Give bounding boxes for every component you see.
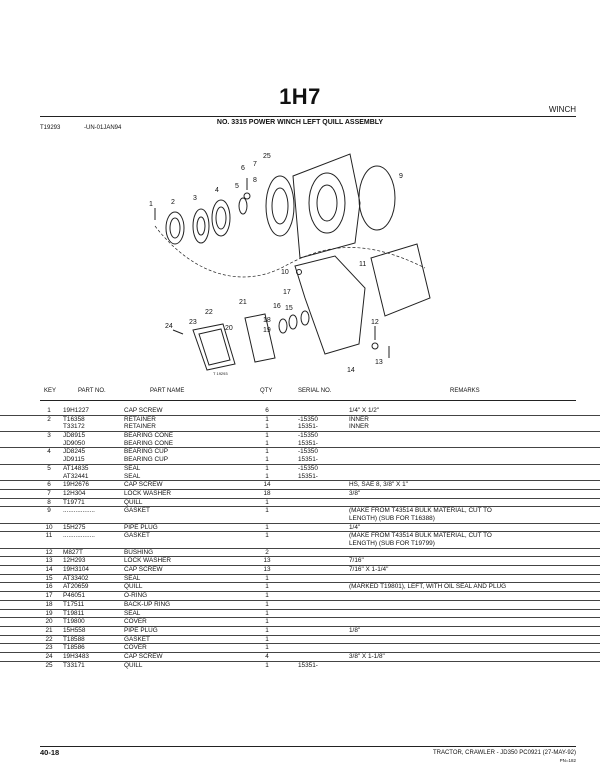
cell-qty: 1 (265, 439, 269, 447)
cell-remarks: (MARKED T19801), LEFT, WITH OIL SEAL AND PLUG (349, 583, 507, 591)
cell-part-no: .................. (63, 507, 95, 515)
cell-remarks: 3/8" X 1-1/8" (349, 652, 385, 660)
table-row (0, 480, 600, 489)
table-row (0, 506, 600, 515)
callout-5: 5 (235, 183, 239, 190)
cell-serial-no: 15351- (298, 423, 318, 431)
cell-qty: 4 (265, 652, 269, 660)
cell-part-no: T18588 (63, 635, 85, 643)
cell-key: 17 (45, 592, 53, 600)
callout-21: 21 (239, 299, 247, 306)
cell-key: 19 (45, 609, 53, 617)
col-key: KEY (44, 388, 57, 394)
callout-24: 24 (165, 323, 173, 330)
cell-key: 16 (45, 583, 53, 591)
cell-qty: 1 (265, 618, 269, 626)
cell-part-no: 19H1227 (63, 407, 89, 414)
cell-serial-no: -15350 (298, 448, 318, 456)
cell-remarks: (MAKE FROM T43514 BULK MATERIAL, CUT TO (349, 532, 492, 540)
cell-qty: 1 (265, 644, 269, 652)
cell-key: 9 (47, 507, 51, 515)
cell-part-name: COVER (124, 618, 147, 626)
table-row (0, 423, 600, 431)
cell-part-no: T33171 (63, 661, 85, 669)
cell-qty: 1 (265, 498, 269, 506)
callout-10: 10 (281, 269, 289, 276)
cell-part-name: CAP SCREW (124, 652, 163, 660)
diagram-image-code: T 19293 (213, 371, 228, 376)
cell-serial-no: -15350 (298, 464, 318, 472)
callout-14: 14 (347, 367, 355, 374)
cell-qty: 1 (265, 583, 269, 591)
cell-key: 23 (45, 644, 53, 652)
table-row (0, 574, 600, 583)
callout-11: 11 (359, 261, 367, 268)
cell-qty: 1 (265, 432, 269, 440)
cell-key: 4 (47, 448, 51, 456)
cell-part-no: AT33402 (63, 574, 89, 582)
cell-key: 2 (47, 415, 51, 423)
cell-part-name: QUILL (124, 661, 143, 669)
cell-part-no: 19H3483 (63, 652, 89, 660)
cell-key: 15 (45, 574, 53, 582)
cell-part-no: M827T (63, 548, 83, 556)
cell-qty: 13 (263, 557, 271, 565)
cell-key: 5 (47, 464, 51, 472)
footer-divider (40, 746, 576, 747)
cell-remarks: 7/16" (349, 557, 364, 565)
cell-part-no: T19800 (63, 618, 85, 626)
table-row (0, 652, 600, 661)
table-row (0, 556, 600, 565)
cell-qty: 1 (265, 532, 269, 540)
cell-part-name: SEAL (124, 464, 141, 472)
cell-serial-no: 15351- (298, 439, 318, 447)
col-part-no: PART NO. (78, 388, 106, 394)
cell-remarks: 7/16" X 1-1/4" (349, 566, 389, 574)
cell-key: 6 (47, 481, 51, 489)
cell-qty: 1 (265, 661, 269, 669)
cell-part-no: T19811 (63, 609, 85, 617)
cell-remarks: 3/8" (349, 489, 361, 497)
cell-remarks: INNER (349, 415, 369, 423)
cell-part-name: SEAL (124, 472, 141, 480)
callout-4: 4 (215, 187, 219, 194)
footer-code: PN=182 (559, 758, 576, 763)
callout-3: 3 (193, 195, 197, 202)
cell-serial-no: 15351- (298, 472, 318, 480)
cell-part-no: P46051 (63, 592, 86, 600)
cell-key: 24 (45, 652, 53, 660)
cell-part-name: SEAL (124, 574, 141, 582)
cell-remarks: HS, SAE 8, 3/8" X 1" (349, 481, 408, 489)
cell-part-no: 12H293 (63, 557, 86, 565)
callout-6: 6 (241, 165, 245, 172)
table-row (0, 661, 600, 670)
callout-23: 23 (189, 319, 197, 326)
cell-qty: 1 (265, 456, 269, 464)
cell-part-no: AT32441 (63, 472, 89, 480)
cell-part-name: CAP SCREW (124, 566, 163, 574)
table-row (0, 531, 600, 540)
footer-description: TRACTOR, CRAWLER - JD350 PC0921 (27-MAY-92) (432, 750, 576, 756)
callout-25: 25 (263, 153, 271, 160)
cell-part-no: T33172 (63, 423, 85, 431)
cell-qty: 1 (265, 523, 269, 531)
callout-15: 15 (285, 305, 293, 312)
callout-8: 8 (253, 177, 257, 184)
cell-part-name: PIPE PLUG (124, 523, 158, 531)
cell-remarks: (MAKE FROM T43514 BULK MATERIAL, CUT TO (349, 507, 492, 515)
cell-part-no: JD9050 (63, 439, 86, 447)
table-row (0, 591, 600, 600)
cell-qty: 13 (263, 566, 271, 574)
cell-part-no: T19771 (63, 498, 85, 506)
cell-part-no: 15H275 (63, 523, 86, 531)
cell-key: 7 (47, 489, 51, 497)
cell-qty: 1 (265, 600, 269, 608)
table-row (0, 609, 600, 618)
table-row (0, 431, 600, 440)
table-row (0, 617, 600, 626)
cell-part-name: COVER (124, 644, 147, 652)
assembly-title: NO. 3315 POWER WINCH LEFT QUILL ASSEMBLY (216, 119, 384, 126)
cell-key: 3 (47, 432, 51, 440)
table-row (0, 473, 600, 481)
cell-serial-no: 15351- (298, 661, 318, 669)
category-label: WINCH (548, 105, 576, 114)
cell-part-name: LOCK WASHER (124, 557, 171, 565)
cell-part-no: JD8915 (63, 432, 86, 440)
callout-22: 22 (205, 309, 213, 316)
callout-19: 19 (263, 327, 271, 334)
table-row (0, 548, 600, 557)
cell-key: 25 (45, 661, 53, 669)
cell-qty: 1 (265, 448, 269, 456)
cell-part-name: LOCK WASHER (124, 489, 171, 497)
cell-part-name: PIPE PLUG (124, 626, 158, 634)
table-row (0, 447, 600, 456)
cell-part-name: BEARING CONE (124, 432, 174, 440)
cell-part-name: QUILL (124, 583, 143, 591)
callout-7: 7 (253, 161, 257, 168)
table-row (0, 407, 600, 415)
cell-qty: 1 (265, 626, 269, 634)
cell-part-name: GASKET (124, 532, 150, 540)
col-serial-no: SERIAL NO. (298, 388, 332, 394)
cell-part-name: SEAL (124, 609, 141, 617)
cell-qty: 2 (265, 548, 269, 556)
callout-20: 20 (225, 325, 233, 332)
cell-remarks: 1/4" (349, 523, 361, 531)
cell-part-name: RETAINER (124, 415, 156, 423)
callout-16: 16 (273, 303, 281, 310)
cell-key: 20 (45, 618, 53, 626)
callout-2: 2 (171, 199, 175, 206)
cell-qty: 1 (265, 635, 269, 643)
table-row (0, 523, 600, 532)
col-qty: QTY (260, 388, 273, 394)
table-row (0, 626, 600, 635)
cell-key: 13 (45, 557, 53, 565)
cell-part-no: T16358 (63, 415, 85, 423)
cell-qty: 1 (265, 472, 269, 480)
cell-qty: 1 (265, 507, 269, 515)
cell-part-name: BEARING CONE (124, 439, 174, 447)
table-row (0, 515, 600, 523)
callout-18: 18 (263, 317, 271, 324)
cell-qty: 1 (265, 609, 269, 617)
header-divider (40, 116, 576, 117)
cell-part-no: 19H3104 (63, 566, 89, 574)
cell-qty: 1 (265, 574, 269, 582)
cell-key: 22 (45, 635, 53, 643)
table-row (0, 464, 600, 473)
callout-13: 13 (375, 359, 383, 366)
cell-part-no: .................. (63, 532, 95, 540)
exploded-parts-diagram (135, 148, 455, 378)
figure-id: T19293 (40, 125, 61, 131)
cell-part-name: QUILL (124, 498, 143, 506)
cell-part-name: O-RING (124, 592, 148, 600)
cell-serial-no: -15350 (298, 415, 318, 423)
cell-key: 21 (45, 626, 53, 634)
cell-part-name: CAP SCREW (124, 407, 163, 414)
table-header-divider (40, 400, 576, 401)
cell-part-name: BEARING CUP (124, 448, 169, 456)
table-row (0, 635, 600, 644)
cell-qty: 1 (265, 592, 269, 600)
cell-part-no: AT14835 (63, 464, 89, 472)
cell-part-no: 15H558 (63, 626, 86, 634)
cell-key: 11 (45, 532, 53, 540)
cell-part-name: BACK-UP RING (124, 600, 171, 608)
table-row (0, 600, 600, 609)
cell-key: 10 (45, 523, 53, 531)
cell-part-no: JD9115 (63, 456, 85, 464)
cell-serial-no: -15350 (298, 432, 318, 440)
cell-part-no: JD8245 (63, 448, 86, 456)
cell-key: 8 (47, 498, 51, 506)
callout-1: 1 (149, 201, 153, 208)
callout-12: 12 (371, 319, 379, 326)
cell-remarks: LENGTH) (SUB FOR T16388) (349, 514, 435, 522)
callout-17: 17 (283, 289, 291, 296)
cell-part-name: BEARING CUP (124, 456, 169, 464)
cell-key: 14 (45, 566, 53, 574)
cell-remarks: INNER (349, 423, 369, 431)
table-row (0, 489, 600, 498)
col-remarks: REMARKS (450, 388, 480, 394)
cell-part-no: AT20659 (63, 583, 89, 591)
table-row (0, 582, 600, 591)
cell-qty: 18 (263, 489, 271, 497)
col-part-name: PART NAME (150, 388, 185, 394)
cell-serial-no: 15351- (298, 456, 318, 464)
cell-key: 12 (45, 548, 53, 556)
cell-qty: 6 (265, 407, 269, 414)
cell-part-no: T18586 (63, 644, 85, 652)
cell-part-no: 19H2676 (63, 481, 89, 489)
cell-key: 1 (47, 407, 51, 414)
cell-qty: 1 (265, 464, 269, 472)
table-row (0, 565, 600, 574)
table-row (0, 415, 600, 424)
table-row (0, 440, 600, 448)
table-row (0, 540, 600, 548)
cell-part-name: BUSHING (124, 548, 154, 556)
table-row (0, 456, 600, 464)
cell-part-name: GASKET (124, 507, 150, 515)
cell-remarks: 1/4" X 1/2" (349, 407, 380, 414)
page-number: 40-18 (40, 748, 60, 757)
cell-part-no: T17511 (63, 600, 85, 608)
cell-part-no: 12H304 (63, 489, 86, 497)
section-code: 1H7 (279, 84, 321, 109)
cell-remarks: 1/8" (349, 626, 361, 634)
parts-table (0, 407, 600, 669)
cell-remarks: LENGTH) (SUB FOR T19799) (349, 540, 435, 547)
cell-qty: 1 (265, 415, 269, 423)
cell-qty: 1 (265, 423, 269, 431)
table-row (0, 643, 600, 652)
cell-part-name: GASKET (124, 635, 150, 643)
callout-9: 9 (399, 173, 403, 180)
table-header (0, 388, 600, 398)
cell-part-name: CAP SCREW (124, 481, 163, 489)
cell-part-name: RETAINER (124, 423, 156, 431)
table-row (0, 498, 600, 507)
cell-qty: 14 (263, 481, 271, 489)
figure-date: -UN-01JAN94 (84, 125, 122, 131)
cell-key: 18 (45, 600, 53, 608)
